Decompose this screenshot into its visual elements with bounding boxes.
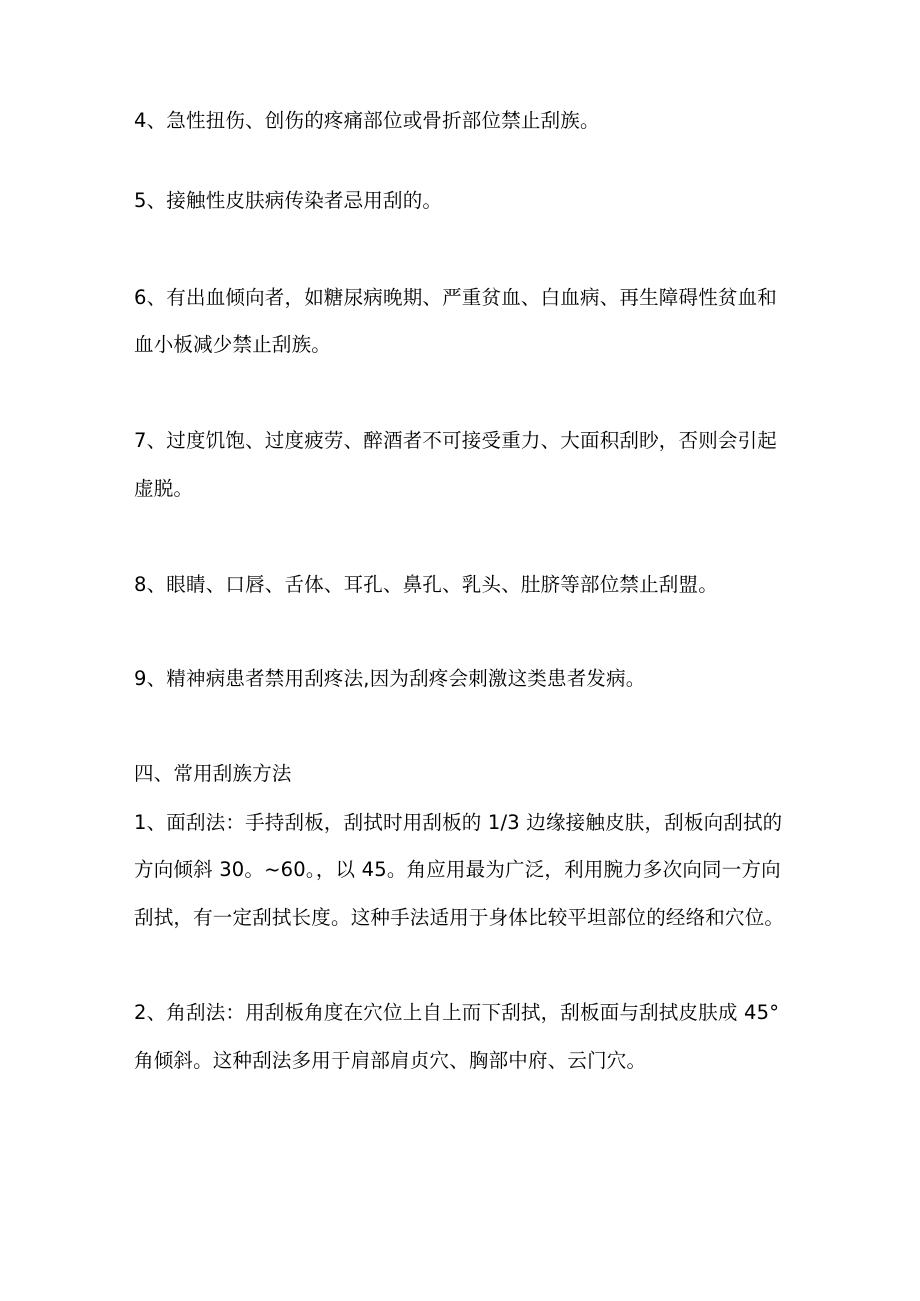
method-2-line-1: 2、角刮法：用刮板角度在穴位上自上而下刮拭，刮板面与刮拭皮肤成 45° [134, 1001, 780, 1024]
method-2-line-2: 角倾斜。这种刮法多用于肩部肩贞穴、胸部中府、云门穴。 [134, 1049, 647, 1072]
item-8-line-1: 8、眼睛、口唇、舌体、耳孔、鼻孔、乳头、肚脐等部位禁止刮盟。 [134, 573, 718, 596]
item-7-line-2: 虚脱。 [134, 477, 194, 500]
item-9-line-1: 9、精神病患者禁用刮疼法,因为刮疼会刺激这类患者发病。 [134, 667, 646, 690]
item-6-line-2: 血小板减少禁止刮族。 [134, 333, 332, 356]
item-4-line-1: 4、急性扭伤、创伤的疼痛部位或骨折部位禁止刮族。 [134, 109, 600, 132]
item-5-line-1: 5、接触性皮肤病传染者忌用刮的。 [134, 189, 443, 212]
method-1-line-3: 刮拭，有一定刮拭长度。这种手法适用于身体比较平坦部位的经络和穴位。 [134, 906, 785, 929]
item-7-line-1: 7、过度饥饱、过度疲劳、醉酒者不可接受重力、大面积刮眇，否则会引起 [134, 429, 778, 452]
method-1-line-1: 1、面刮法：手持刮板，刮拭时用刮板的 1/3 边缘接触皮肤，刮板向刮拭的 [134, 811, 783, 834]
section-heading: 四、常用刮族方法 [134, 762, 292, 785]
method-1-line-2: 方向倾斜 30。~60。，以 45。角应用最为广泛，利用腕力多次向同一方向 [134, 858, 781, 881]
item-6-line-1: 6、有出血倾向者，如糖尿病晚期、严重贫血、白血病、再生障碍性贫血和 [134, 286, 778, 309]
